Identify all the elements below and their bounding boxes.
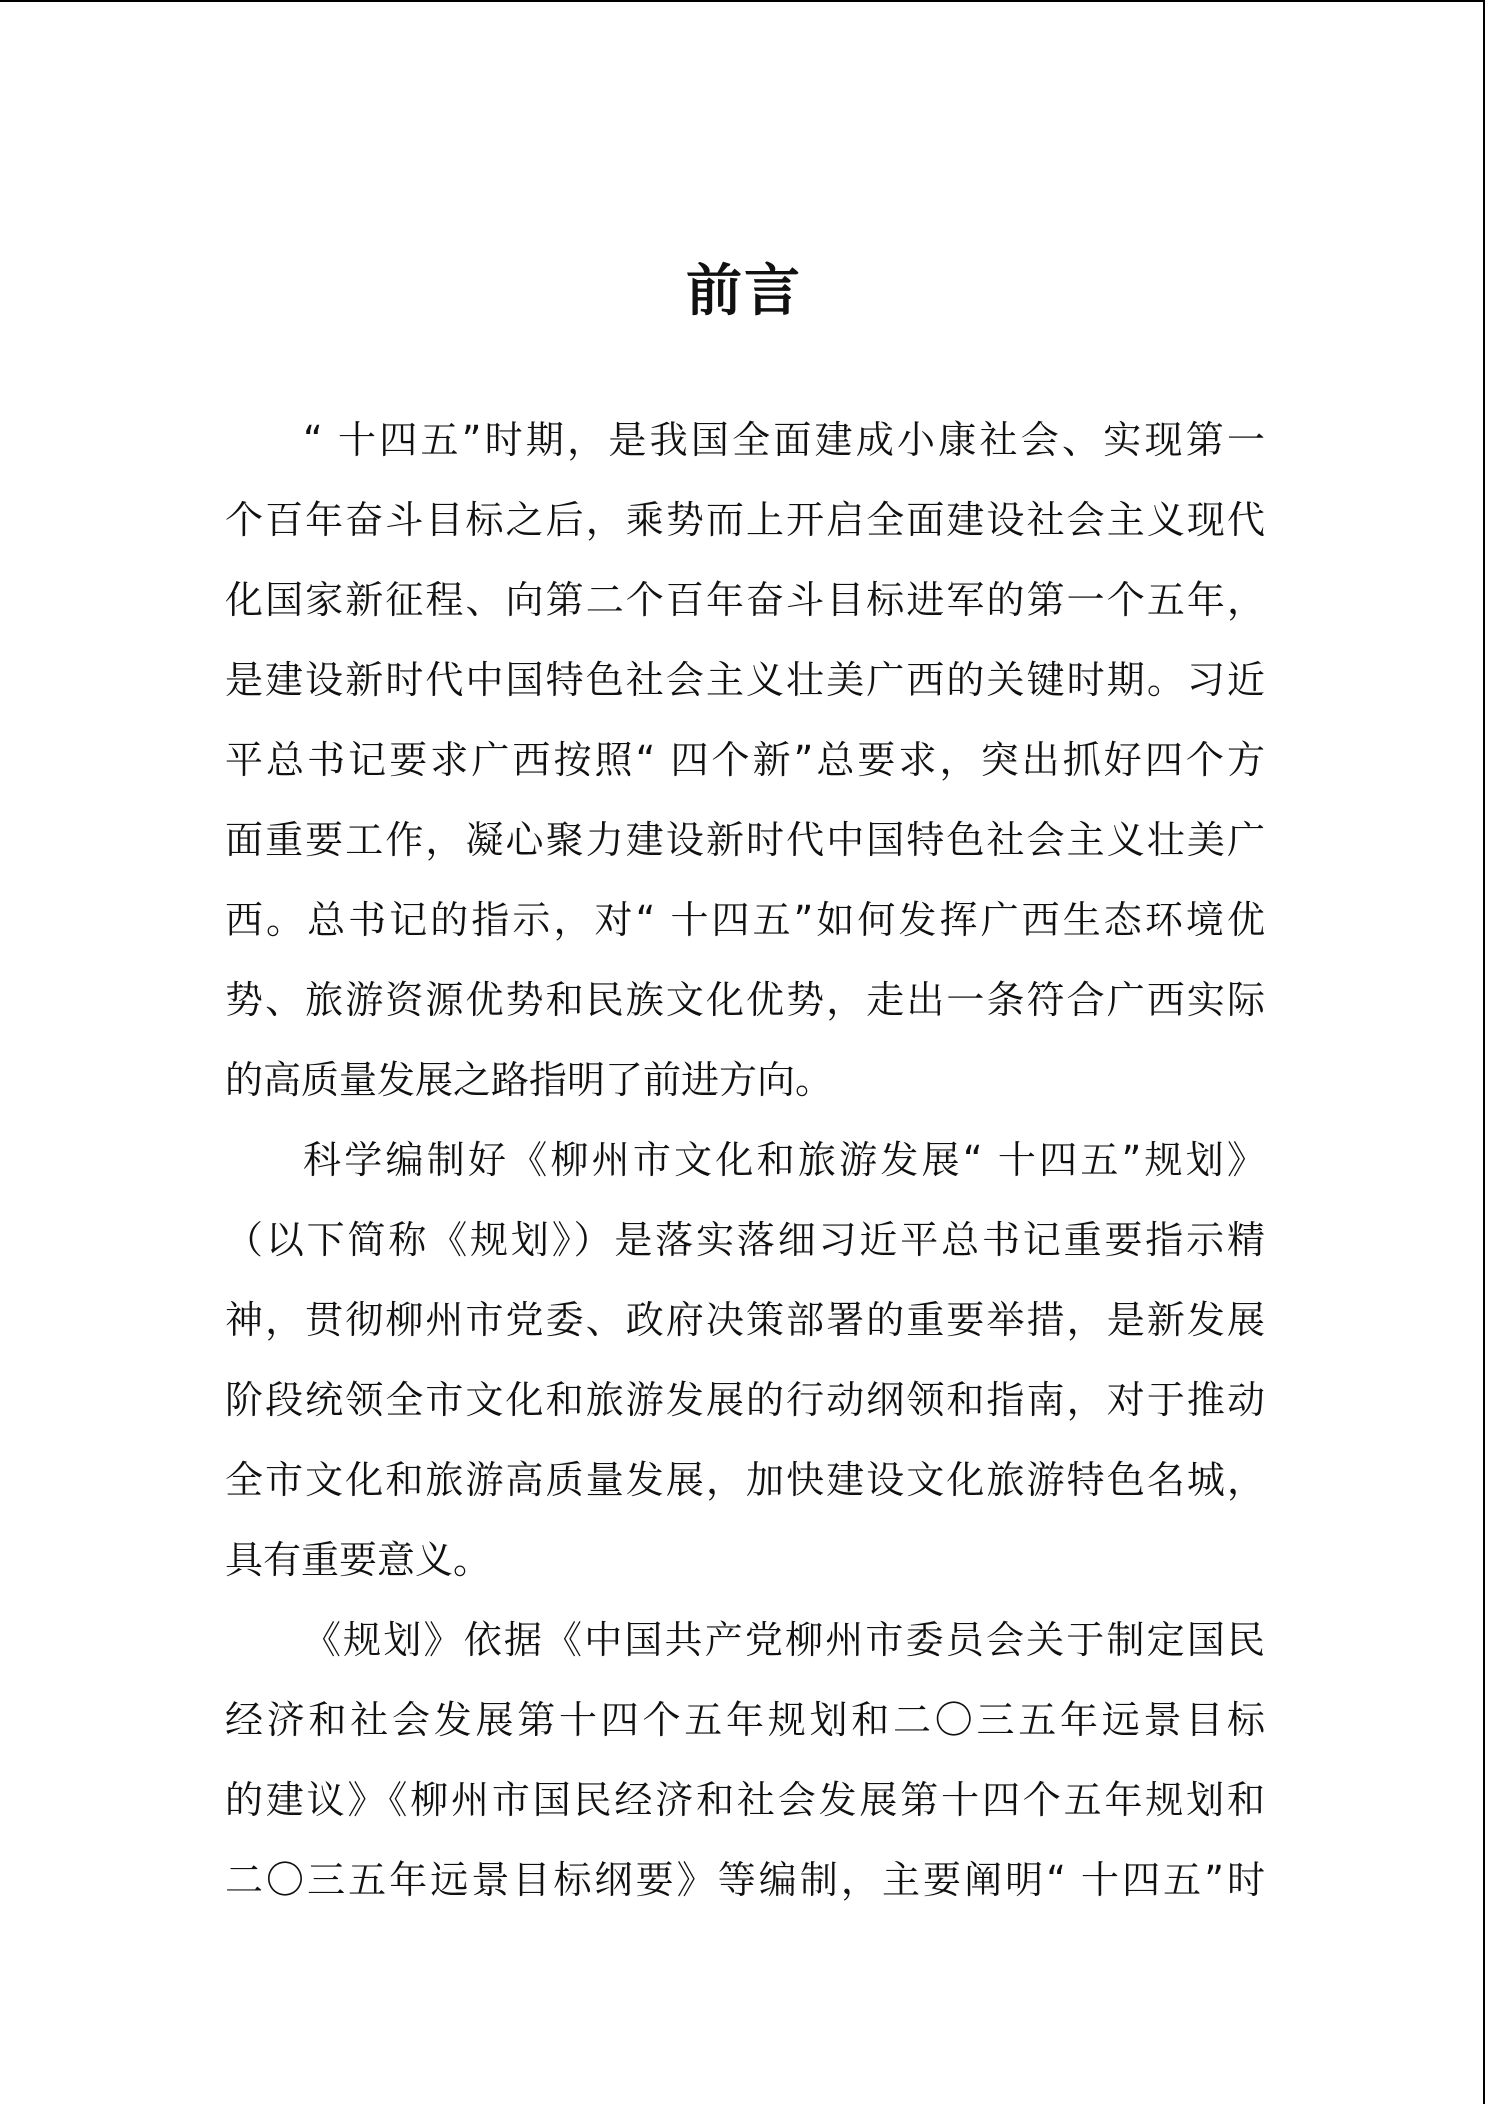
paragraph-3-line-3: 的建议》《柳州市国民经济和社会发展第十四个五年规划和	[225, 1778, 1265, 1822]
paragraph-1-line-7: 西。总书记的指示，对“ 十四五”如何发挥广西生态环境优	[225, 898, 1265, 942]
paragraph-2-line-3: 神，贯彻柳州市党委、政府决策部署的重要举措，是新发展	[225, 1298, 1265, 1342]
paragraph-1-line-9: 的高质量发展之路指明了前进方向。	[225, 1058, 834, 1102]
paragraph-3-line-2: 经济和社会发展第十四个五年规划和二〇三五年远景目标	[225, 1698, 1265, 1742]
paragraph-2-line-1: 科学编制好《柳州市文化和旅游发展“ 十四五”规划》	[303, 1138, 1265, 1182]
paragraph-1-line-8: 势、旅游资源优势和民族文化优势，走出一条符合广西实际	[225, 978, 1265, 1022]
paragraph-1-line-2: 个百年奋斗目标之后，乘势而上开启全面建设社会主义现代	[225, 498, 1265, 542]
body-text	[225, 412, 1265, 1932]
paragraph-1-line-1: “ 十四五”时期，是我国全面建成小康社会、实现第一	[303, 418, 1265, 462]
paragraph-2-line-2: （以下简称《规划》）是落实落细习近平总书记重要指示精	[225, 1218, 1265, 1262]
paragraph-1-line-3: 化国家新征程、向第二个百年奋斗目标进军的第一个五年，	[225, 578, 1265, 622]
paragraph-3-line-1: 《规划》依据《中国共产党柳州市委员会关于制定国民	[303, 1618, 1265, 1662]
paragraph-1-line-5: 平总书记要求广西按照“ 四个新”总要求，突出抓好四个方	[225, 738, 1265, 782]
paragraph-3-line-4: 二〇三五年远景目标纲要》等编制，主要阐明“ 十四五”时	[225, 1858, 1265, 1902]
paragraph-2-line-6: 具有重要意义。	[225, 1538, 492, 1582]
paragraph-2-line-5: 全市文化和旅游高质量发展，加快建设文化旅游特色名城，	[225, 1458, 1265, 1502]
paragraph-2-line-4: 阶段统领全市文化和旅游发展的行动纲领和指南，对于推动	[225, 1378, 1265, 1422]
paragraph-1-line-6: 面重要工作，凝心聚力建设新时代中国特色社会主义壮美广	[225, 818, 1265, 862]
page-title: 前言	[686, 259, 802, 324]
paragraph-1-line-4: 是建设新时代中国特色社会主义壮美广西的关键时期。习近	[225, 658, 1265, 702]
